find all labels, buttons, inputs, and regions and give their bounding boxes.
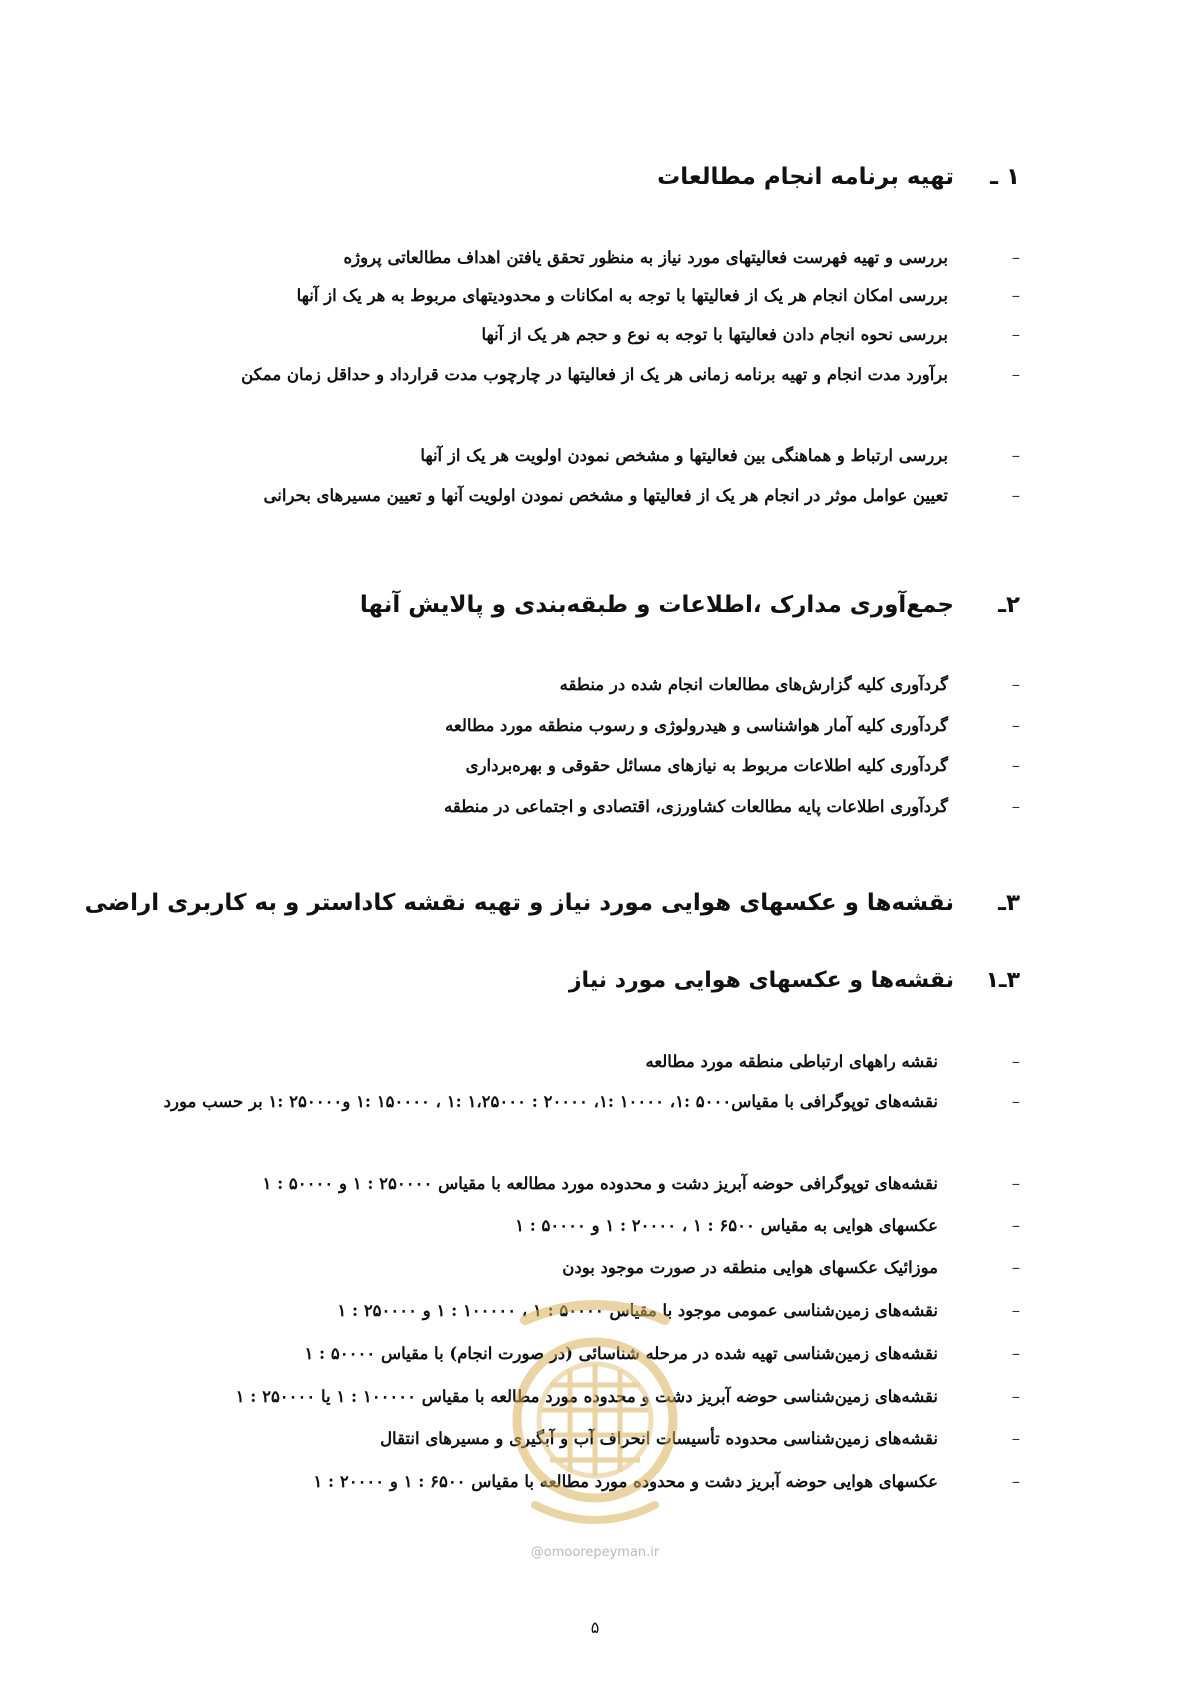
bullet-dash: – (1011, 675, 1020, 694)
bullet-dash: – (1011, 1344, 1020, 1363)
section-number: ۱ ـ (990, 164, 1020, 190)
bullet-dash: – (1011, 365, 1020, 384)
list-item-text: عکسهای هوایی حوضه آبریز دشت و محدوده مورد مطالعه با مقیاس ۶۵۰۰ : ۱ و ۲۰۰۰۰ : ۱ (313, 1472, 938, 1491)
list-item (466, 745, 1020, 787)
bullet-dash: – (1011, 716, 1020, 735)
list-item-text: تعیین عوامل موثر در انجام هر یک از فعالیتها و مشخص نمودن اولویت آنها و تعیین مسیرهای بحرانی (263, 486, 948, 505)
bullet-dash: – (1011, 286, 1020, 305)
list-item-text: گردآوری کلیه آمار هواشناسی و هیدرولوژی و رسوب منطقه مورد مطالعه (445, 716, 948, 735)
list-item (380, 1418, 1020, 1460)
bullet-dash: – (1011, 1472, 1020, 1491)
bullet-dash: – (1011, 1174, 1020, 1193)
list-item-text: گردآوری کلیه گزارش‌های مطالعات انجام شده در منطقه (559, 675, 948, 694)
list-item (444, 786, 1020, 828)
section-number: ۳ـ (998, 890, 1020, 916)
list-item (445, 705, 1020, 747)
bullet-dash: – (1011, 1052, 1020, 1071)
list-item-text: موزائیک عکسهای هوایی منطقه در صورت موجود بودن (562, 1258, 938, 1277)
bullet-dash: – (1011, 1387, 1020, 1406)
list-item (264, 475, 1020, 517)
list-item-text: نقشه‌های زمین‌شناسی عمومی موجود با مقیاس ۵۰۰۰۰ : ۱ ، ۱۰۰۰۰۰ : ۱ و ۲۵۰۰۰۰ : ۱ (337, 1301, 938, 1320)
list-item (160, 354, 1020, 396)
bullet-dash: – (1011, 797, 1020, 816)
list-item-text: نقشه راههای ارتباطی منطقه مورد مطالعه (645, 1052, 938, 1071)
list-item-text: نقشه‌های زمین‌شناسی حوضه آبریز دشت و محدوده مورد مطالعه با مقیاس ۱۰۰۰۰۰ : ۱ یا ۲۵۰۰۰۰ : ۱ (235, 1387, 938, 1406)
list-item (262, 1163, 1020, 1205)
bullet-dash: – (1011, 1301, 1020, 1320)
list-item (481, 314, 1020, 356)
list-item-text: گردآوری اطلاعات پایه مطالعات کشاورزی، اقتصادی و اجتماعی در منطقه (444, 797, 948, 816)
bullet-dash: – (1011, 486, 1020, 505)
list-item (515, 1205, 1020, 1247)
section-number: ۳ـ۱ (985, 968, 1020, 993)
list-item-text: عکسهای هوایی به مقیاس ۶۵۰۰ : ۱ ، ۲۰۰۰۰ : ۱ و ۵۰۰۰۰ : ۱ (515, 1216, 938, 1235)
bullet-dash: – (1011, 248, 1020, 267)
bullet-dash: – (1011, 325, 1020, 344)
list-item-text: نقشه‌های زمین‌شناسی محدوده تأسیسات انحراف آب و آبگیری و مسیرهای انتقال (380, 1429, 938, 1448)
section-title: نقشه‌ها و عکسهای هوایی مورد نیاز و تهیه نقشه کاداستر و به کاربری اراضی (84, 890, 954, 916)
section-title: تهیه برنامه انجام مطالعات (657, 164, 954, 190)
list-item-text: نقشه‌های زمین‌شناسی تهیه شده در مرحله شناسائی (در صورت انجام) با مقیاس ۵۰۰۰۰ : ۱ (304, 1344, 938, 1363)
section-title: نقشه‌ها و عکسهای هوایی مورد نیاز (568, 968, 954, 993)
list-item (420, 435, 1020, 477)
bullet-dash: – (1011, 1092, 1020, 1111)
section-title: جمع‌آوری مدارک ،اطلاعات و طبقه‌بندی و پالایش آنها (359, 592, 954, 618)
list-item (645, 1041, 1020, 1083)
watermark-logo-icon (490, 1280, 700, 1550)
list-item-text: بررسی و تهیه فهرست فعالیتهای مورد نیاز به منظور تحقق یافتن اهداف مطالعاتی پروژه (343, 248, 948, 267)
section-number: ۲ـ (998, 592, 1020, 618)
list-item-text: گردآوری کلیه اطلاعات مربوط به نیازهای مسائل حقوقی و بهره‌برداری (465, 756, 948, 775)
list-item (343, 237, 1020, 279)
page-number: ۵ (590, 1618, 600, 1637)
section-1-heading (657, 164, 1020, 190)
list-item-text: بررسی امکان انجام هر یک از فعالیتها با توجه به امکانات و محدودیتهای مربوط به هر یک از آنها (296, 286, 948, 305)
watermark-site: @omoorepeyman.ir (530, 1545, 660, 1560)
list-item-text: بررسی نحوه انجام دادن فعالیتها با توجه به نوع و حجم هر یک از آنها (481, 325, 948, 344)
list-item-text: برآورد مدت انجام و تهیه برنامه زمانی هر یک از فعالیتها در چارچوب مدت قرارداد و حداقل زمان ممکن (241, 365, 948, 384)
bullet-dash: – (1011, 1216, 1020, 1235)
list-item-text: بررسی ارتباط و هماهنگی بین فعالیتها و مشخص نمودن اولویت هر یک از آنها (420, 446, 948, 465)
bullet-dash: – (1011, 1429, 1020, 1448)
section-3-1-heading (569, 968, 1020, 993)
list-item (160, 1081, 1020, 1123)
list-item-text: نقشه‌های توپوگرافی حوضه آبریز دشت و محدوده مورد مطالعه با مقیاس ۲۵۰۰۰۰ : ۱ و ۵۰۰۰۰ : ۱ (262, 1174, 938, 1193)
section-3-heading (85, 890, 1020, 916)
bullet-dash: – (1011, 446, 1020, 465)
bullet-dash: – (1011, 756, 1020, 775)
list-item (560, 664, 1020, 706)
bullet-dash: – (1011, 1258, 1020, 1277)
list-item-text: نقشه‌های توپوگرافی با مقیاس۵۰۰۰ :۱، ۱۰۰۰۰ :۱، ۲۰۰۰۰ : ۱،۲۵۰۰۰ :۱ ، ۱۵۰۰۰۰ :۱ و۲۵۰۰۰۰ :۱ بر حسب مورد (163, 1092, 938, 1111)
section-2-heading (360, 592, 1020, 618)
list-item (297, 275, 1020, 317)
